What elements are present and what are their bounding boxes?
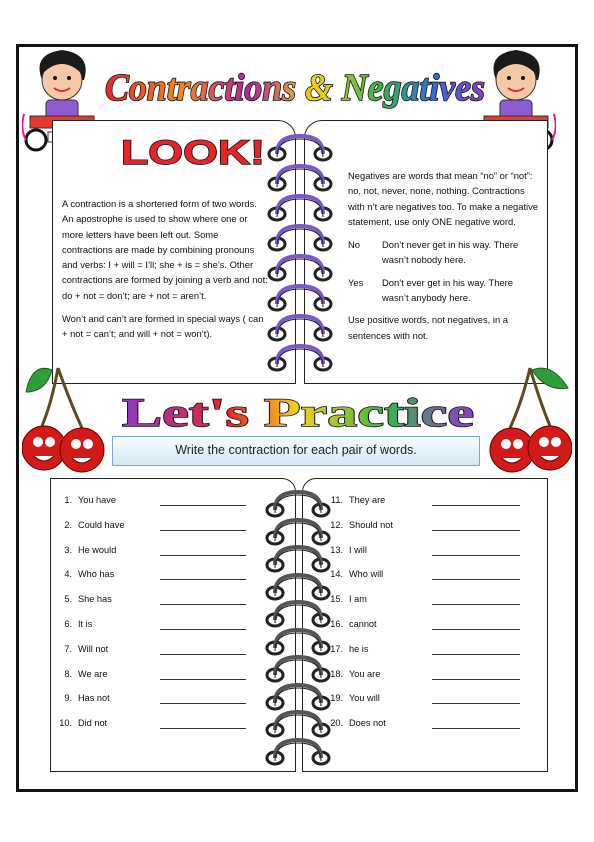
binder-ring-icon [264,284,336,314]
binder-ring-icon [262,573,334,603]
look-text: LOOK! [121,134,265,172]
exercise-item [55,568,114,593]
exercise-number: 15. [330,594,343,605]
binder-ring-icon [262,628,334,658]
exercise-words: We are [78,668,108,679]
exercise-words: You will [349,693,380,704]
exercise-item [55,494,116,519]
negatives-explanation [348,168,540,351]
exercise-item [55,717,107,742]
exercise-number: 6. [64,619,72,629]
exercise-number: 5. [64,594,72,605]
instruction-banner: Write the contraction for each pair of words. [112,436,480,466]
exercise-words: She has [78,594,112,605]
binder-ring-icon [264,224,336,254]
exercise-item [55,544,116,569]
exercise-words: You are [349,668,381,679]
binder-ring-icon [262,600,334,630]
exercise-number: 9. [64,693,72,704]
exercise-words: Did not [78,718,108,729]
exercise-number: 3. [64,544,72,555]
exercise-item [326,692,380,717]
contraction-paragraph-2: Won’t and can’t are formed in special ways ( can + not = can’t; and will + not = won’t). [62,313,264,340]
exercise-words: They are [349,495,386,505]
exercise-number: 17. [330,643,343,654]
example-no-label: No [348,239,360,251]
binder-ring-icon [262,490,334,520]
answer-line[interactable] [160,728,246,729]
answer-line[interactable] [160,505,246,506]
binder-ring-icon [264,194,336,224]
answer-line[interactable] [432,530,520,531]
exercise-number: 12. [330,519,343,530]
binder-ring-icon [264,344,336,374]
binder-ring-icon [264,314,336,344]
binder-ring-icon [262,545,334,575]
binder-ring-icon [264,134,336,164]
exercise-words: Who will [349,569,384,580]
example-yes [348,275,540,306]
answer-line[interactable] [432,604,520,605]
exercise-item [326,717,386,742]
cherries-left-illustration [22,362,106,482]
exercise-words: he is [349,643,369,654]
exercise-item [326,668,380,693]
answer-line[interactable] [160,703,246,704]
exercise-number: 1. [64,495,72,505]
answer-line[interactable] [160,654,246,655]
exercise-words: Has not [78,693,110,704]
exercise-number: 13. [330,544,343,555]
example-no [348,237,540,268]
practice-heading [118,388,478,436]
exercise-words: cannot [349,619,377,629]
exercise-item [326,568,383,593]
answer-line[interactable] [432,555,520,556]
exercise-item [326,494,385,519]
answer-line[interactable] [432,728,520,729]
answer-line[interactable] [160,579,246,580]
exercise-item [55,668,107,693]
exercise-item [55,643,108,668]
exercise-number: 2. [64,519,72,530]
exercise-item [55,618,92,643]
example-yes-label: Yes [348,276,364,288]
exercise-words: I am [349,594,367,605]
exercise-words: Should not [349,519,393,530]
exercise-number: 10. [59,718,72,729]
binder-ring-icon [264,254,336,284]
exercise-number: 11. [330,495,343,505]
exercise-item [55,519,124,544]
exercise-number: 20. [330,718,343,729]
exercise-number: 18. [330,668,343,679]
answer-line[interactable] [432,579,520,580]
negatives-paragraph-2: Use positive words, not negatives, in a sentences with not. [348,314,508,341]
binder-ring-icon [262,655,334,685]
exercise-number: 19. [330,693,343,704]
binder-ring-icon [262,518,334,548]
exercise-item [55,593,112,618]
answer-line[interactable] [432,654,520,655]
exercise-words: Will not [78,643,109,654]
example-no-text: Don’t never get in his way. There wasn’t nobody here. [382,239,519,266]
contraction-paragraph-1: A contraction is a shortened form of two words. An apostrophe is used to show where one or more letters have been left out. Some contractions are made by combining pronouns and verbs: I + will = I’ll; she + is = she’s. Other contractions are formed by joining a verb and not: do + not = don’t; are + not = aren’t. [62,198,268,301]
exercise-item [326,519,393,544]
exercise-words: It is [78,619,93,629]
exercise-words: Who has [78,569,115,580]
answer-line[interactable] [432,703,520,704]
page-title [100,56,490,116]
negatives-paragraph-1: Negatives are words that mean “no” or “not”: no, not, never, none, nothing. Contractions with n’t are negatives too. To make a negative statement, use only ONE negative word. [348,170,539,227]
binder-ring-icon [264,164,336,194]
answer-line[interactable] [432,679,520,680]
answer-line[interactable] [432,505,520,506]
binder-ring-icon [262,683,334,713]
exercise-words: I will [349,544,367,555]
title-text: Contractions & Negatives [105,67,485,109]
exercise-number: 14. [330,569,343,580]
exercise-number: 8. [64,668,72,679]
answer-line[interactable] [160,629,246,630]
answer-line[interactable] [160,530,246,531]
exercise-number: 4. [64,569,72,580]
exercise-words: Does not [349,718,386,729]
example-yes-text: Don’t ever get in his way. There wasn’t anybody here. [382,276,513,304]
exercise-words: Could have [78,519,125,530]
exercise-number: 7. [64,643,72,654]
exercise-words: He would [78,544,117,555]
answer-line[interactable] [432,629,520,630]
answer-line[interactable] [160,679,246,680]
exercise-number: 16. [330,619,343,629]
binder-ring-icon [262,738,334,768]
exercise-item [55,692,110,717]
binder-ring-icon [262,710,334,740]
exercise-words: You have [78,495,116,505]
answer-line[interactable] [160,555,246,556]
contraction-explanation [62,196,270,350]
practice-title-text: Let's Practice [122,390,474,435]
answer-line[interactable] [160,604,246,605]
look-heading [118,132,268,172]
cherries-right-illustration [488,362,572,482]
